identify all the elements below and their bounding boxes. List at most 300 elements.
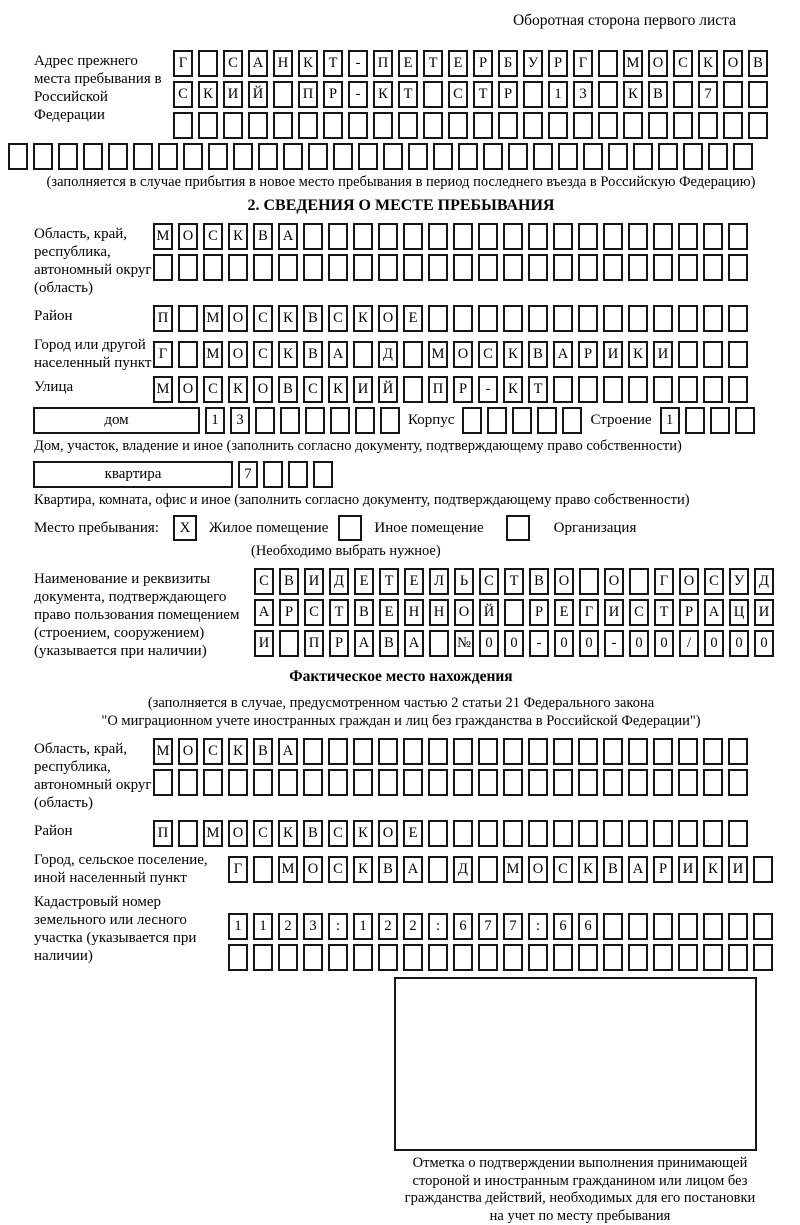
char-cell[interactable] — [383, 143, 403, 170]
char-cell[interactable] — [328, 738, 348, 765]
char-cell[interactable] — [629, 568, 649, 595]
char-cell[interactable] — [183, 143, 203, 170]
char-cell[interactable] — [735, 407, 755, 434]
char-cell[interactable]: О — [228, 820, 248, 847]
char-cell[interactable]: 6 — [578, 913, 598, 940]
char-cell[interactable] — [333, 143, 353, 170]
char-cell[interactable]: В — [278, 376, 298, 403]
char-cell[interactable]: Г — [579, 599, 599, 626]
char-cell[interactable] — [478, 856, 498, 883]
char-cell[interactable] — [403, 341, 423, 368]
char-cell[interactable]: : — [328, 913, 348, 940]
char-cell[interactable] — [453, 769, 473, 796]
char-cell[interactable]: А — [354, 630, 374, 657]
char-cell[interactable]: В — [528, 341, 548, 368]
char-cell[interactable] — [178, 769, 198, 796]
char-cell[interactable] — [253, 254, 273, 281]
char-cell[interactable] — [378, 223, 398, 250]
char-cell[interactable]: С — [173, 81, 193, 108]
char-cell[interactable] — [733, 143, 753, 170]
char-cell[interactable] — [528, 820, 548, 847]
char-cell[interactable]: Т — [654, 599, 674, 626]
char-cell[interactable]: В — [354, 599, 374, 626]
char-cell[interactable]: Е — [448, 50, 468, 77]
char-cell[interactable] — [228, 254, 248, 281]
char-cell[interactable]: К — [298, 50, 318, 77]
char-cell[interactable] — [723, 81, 743, 108]
char-cell[interactable]: 1 — [353, 913, 373, 940]
char-cell[interactable]: 0 — [729, 630, 749, 657]
char-cell[interactable]: О — [253, 376, 273, 403]
char-cell[interactable] — [305, 407, 325, 434]
char-cell[interactable] — [658, 143, 678, 170]
char-cell[interactable] — [628, 944, 648, 971]
char-cell[interactable]: В — [303, 305, 323, 332]
char-cell[interactable]: И — [653, 341, 673, 368]
char-cell[interactable]: Н — [429, 599, 449, 626]
char-cell[interactable] — [328, 223, 348, 250]
char-cell[interactable] — [198, 112, 218, 139]
char-cell[interactable] — [673, 81, 693, 108]
char-cell[interactable] — [403, 738, 423, 765]
char-cell[interactable] — [653, 738, 673, 765]
char-cell[interactable] — [504, 599, 524, 626]
char-cell[interactable]: В — [253, 223, 273, 250]
char-cell[interactable] — [678, 254, 698, 281]
char-cell[interactable]: О — [453, 341, 473, 368]
char-cell[interactable] — [208, 143, 228, 170]
char-cell[interactable] — [703, 376, 723, 403]
char-cell[interactable]: 0 — [754, 630, 774, 657]
char-cell[interactable]: С — [328, 820, 348, 847]
char-cell[interactable] — [503, 738, 523, 765]
char-cell[interactable] — [512, 407, 532, 434]
char-cell[interactable]: 2 — [378, 913, 398, 940]
char-cell[interactable] — [408, 143, 428, 170]
stay-option-other-checkbox[interactable] — [338, 515, 362, 541]
char-cell[interactable] — [703, 944, 723, 971]
char-cell[interactable] — [703, 341, 723, 368]
char-cell[interactable] — [653, 820, 673, 847]
char-cell[interactable] — [598, 50, 618, 77]
char-cell[interactable]: М — [203, 341, 223, 368]
char-cell[interactable] — [278, 769, 298, 796]
char-cell[interactable]: 6 — [553, 913, 573, 940]
char-cell[interactable]: Р — [453, 376, 473, 403]
char-cell[interactable] — [462, 407, 482, 434]
char-cell[interactable] — [703, 738, 723, 765]
char-cell[interactable]: Е — [398, 50, 418, 77]
char-cell[interactable] — [83, 143, 103, 170]
char-cell[interactable]: О — [378, 305, 398, 332]
char-cell[interactable]: О — [228, 305, 248, 332]
char-cell[interactable] — [523, 81, 543, 108]
char-cell[interactable] — [603, 305, 623, 332]
char-cell[interactable]: К — [228, 376, 248, 403]
char-cell[interactable]: О — [604, 568, 624, 595]
char-cell[interactable] — [753, 913, 773, 940]
char-cell[interactable] — [603, 223, 623, 250]
char-cell[interactable] — [678, 820, 698, 847]
char-cell[interactable]: 1 — [548, 81, 568, 108]
char-cell[interactable]: Д — [329, 568, 349, 595]
char-cell[interactable] — [429, 630, 449, 657]
char-cell[interactable]: С — [253, 341, 273, 368]
char-cell[interactable]: Р — [279, 599, 299, 626]
char-cell[interactable]: И — [603, 341, 623, 368]
char-cell[interactable]: - — [348, 81, 368, 108]
char-cell[interactable]: Р — [679, 599, 699, 626]
char-cell[interactable] — [288, 461, 308, 488]
char-cell[interactable] — [528, 305, 548, 332]
char-cell[interactable]: Р — [498, 81, 518, 108]
char-cell[interactable] — [553, 305, 573, 332]
char-cell[interactable]: Т — [379, 568, 399, 595]
char-cell[interactable] — [562, 407, 582, 434]
char-cell[interactable]: И — [353, 376, 373, 403]
char-cell[interactable] — [353, 223, 373, 250]
char-cell[interactable]: К — [198, 81, 218, 108]
char-cell[interactable] — [273, 112, 293, 139]
char-cell[interactable]: М — [503, 856, 523, 883]
char-cell[interactable]: С — [203, 376, 223, 403]
char-cell[interactable] — [508, 143, 528, 170]
char-cell[interactable] — [428, 944, 448, 971]
char-cell[interactable]: И — [304, 568, 324, 595]
char-cell[interactable] — [653, 769, 673, 796]
char-cell[interactable] — [603, 254, 623, 281]
char-cell[interactable]: Е — [403, 305, 423, 332]
char-cell[interactable] — [453, 820, 473, 847]
char-cell[interactable]: А — [628, 856, 648, 883]
char-cell[interactable]: И — [223, 81, 243, 108]
char-cell[interactable] — [653, 944, 673, 971]
char-cell[interactable]: С — [629, 599, 649, 626]
char-cell[interactable] — [528, 223, 548, 250]
char-cell[interactable] — [628, 769, 648, 796]
char-cell[interactable] — [448, 112, 468, 139]
char-cell[interactable] — [353, 738, 373, 765]
char-cell[interactable] — [573, 112, 593, 139]
char-cell[interactable]: И — [678, 856, 698, 883]
char-cell[interactable] — [598, 112, 618, 139]
char-cell[interactable] — [703, 254, 723, 281]
char-cell[interactable] — [503, 305, 523, 332]
char-cell[interactable]: Р — [473, 50, 493, 77]
char-cell[interactable] — [358, 143, 378, 170]
char-cell[interactable]: С — [203, 223, 223, 250]
char-cell[interactable]: В — [648, 81, 668, 108]
char-cell[interactable] — [280, 407, 300, 434]
char-cell[interactable]: М — [428, 341, 448, 368]
char-cell[interactable] — [173, 112, 193, 139]
char-cell[interactable] — [279, 630, 299, 657]
char-cell[interactable] — [328, 769, 348, 796]
char-cell[interactable] — [703, 223, 723, 250]
char-cell[interactable] — [255, 407, 275, 434]
char-cell[interactable]: К — [278, 341, 298, 368]
char-cell[interactable]: Т — [423, 50, 443, 77]
char-cell[interactable] — [178, 254, 198, 281]
char-cell[interactable] — [553, 254, 573, 281]
char-cell[interactable] — [223, 112, 243, 139]
char-cell[interactable]: О — [303, 856, 323, 883]
char-cell[interactable] — [478, 944, 498, 971]
char-cell[interactable]: 0 — [704, 630, 724, 657]
char-cell[interactable] — [579, 568, 599, 595]
char-cell[interactable] — [328, 254, 348, 281]
char-cell[interactable] — [353, 341, 373, 368]
char-cell[interactable] — [528, 769, 548, 796]
char-cell[interactable] — [403, 769, 423, 796]
char-cell[interactable] — [473, 112, 493, 139]
char-cell[interactable] — [728, 738, 748, 765]
char-cell[interactable]: 7 — [503, 913, 523, 940]
char-cell[interactable]: О — [178, 376, 198, 403]
char-cell[interactable]: Е — [404, 568, 424, 595]
char-cell[interactable]: Р — [329, 630, 349, 657]
char-cell[interactable] — [298, 112, 318, 139]
char-cell[interactable]: К — [228, 223, 248, 250]
char-cell[interactable] — [578, 820, 598, 847]
char-cell[interactable] — [178, 341, 198, 368]
char-cell[interactable] — [203, 769, 223, 796]
char-cell[interactable] — [603, 376, 623, 403]
char-cell[interactable] — [603, 820, 623, 847]
char-cell[interactable] — [685, 407, 705, 434]
char-cell[interactable] — [483, 143, 503, 170]
char-cell[interactable] — [478, 820, 498, 847]
char-cell[interactable]: С — [254, 568, 274, 595]
char-cell[interactable] — [453, 944, 473, 971]
char-cell[interactable] — [548, 112, 568, 139]
char-cell[interactable]: Ц — [729, 599, 749, 626]
char-cell[interactable]: В — [603, 856, 623, 883]
char-cell[interactable] — [703, 913, 723, 940]
char-cell[interactable]: О — [178, 738, 198, 765]
char-cell[interactable] — [330, 407, 350, 434]
char-cell[interactable] — [303, 738, 323, 765]
char-cell[interactable] — [728, 944, 748, 971]
char-cell[interactable] — [603, 769, 623, 796]
char-cell[interactable]: 0 — [504, 630, 524, 657]
char-cell[interactable] — [253, 769, 273, 796]
char-cell[interactable] — [373, 112, 393, 139]
char-cell[interactable] — [403, 944, 423, 971]
char-cell[interactable]: П — [153, 820, 173, 847]
char-cell[interactable] — [58, 143, 78, 170]
char-cell[interactable]: Т — [329, 599, 349, 626]
char-cell[interactable]: Т — [323, 50, 343, 77]
char-cell[interactable]: К — [353, 305, 373, 332]
char-cell[interactable]: И — [728, 856, 748, 883]
char-cell[interactable] — [348, 112, 368, 139]
char-cell[interactable] — [628, 820, 648, 847]
char-cell[interactable] — [653, 913, 673, 940]
char-cell[interactable] — [678, 769, 698, 796]
char-cell[interactable]: - — [529, 630, 549, 657]
char-cell[interactable] — [708, 143, 728, 170]
char-cell[interactable] — [703, 305, 723, 332]
char-cell[interactable] — [248, 112, 268, 139]
char-cell[interactable]: К — [628, 341, 648, 368]
char-cell[interactable]: О — [648, 50, 668, 77]
char-cell[interactable] — [498, 112, 518, 139]
char-cell[interactable] — [353, 944, 373, 971]
char-cell[interactable]: 0 — [479, 630, 499, 657]
char-cell[interactable]: И — [604, 599, 624, 626]
char-cell[interactable] — [428, 820, 448, 847]
char-cell[interactable] — [328, 944, 348, 971]
char-cell[interactable]: С — [203, 738, 223, 765]
char-cell[interactable]: 1 — [228, 913, 248, 940]
char-cell[interactable] — [423, 112, 443, 139]
char-cell[interactable]: Д — [453, 856, 473, 883]
char-cell[interactable] — [263, 461, 283, 488]
char-cell[interactable]: М — [623, 50, 643, 77]
char-cell[interactable] — [308, 143, 328, 170]
char-cell[interactable] — [378, 254, 398, 281]
char-cell[interactable] — [678, 944, 698, 971]
char-cell[interactable]: Р — [653, 856, 673, 883]
char-cell[interactable]: К — [503, 376, 523, 403]
char-cell[interactable] — [603, 738, 623, 765]
char-cell[interactable] — [503, 254, 523, 281]
char-cell[interactable]: М — [153, 376, 173, 403]
char-cell[interactable] — [653, 305, 673, 332]
char-cell[interactable] — [283, 143, 303, 170]
stay-option-organization-checkbox[interactable] — [506, 515, 530, 541]
char-cell[interactable]: Г — [228, 856, 248, 883]
char-cell[interactable] — [528, 738, 548, 765]
char-cell[interactable]: М — [203, 820, 223, 847]
char-cell[interactable] — [108, 143, 128, 170]
char-cell[interactable]: С — [479, 568, 499, 595]
char-cell[interactable]: 0 — [554, 630, 574, 657]
char-cell[interactable] — [423, 81, 443, 108]
char-cell[interactable]: 0 — [654, 630, 674, 657]
char-cell[interactable]: А — [553, 341, 573, 368]
char-cell[interactable] — [678, 738, 698, 765]
char-cell[interactable]: Р — [548, 50, 568, 77]
char-cell[interactable] — [710, 407, 730, 434]
char-cell[interactable] — [380, 407, 400, 434]
char-cell[interactable]: О — [178, 223, 198, 250]
char-cell[interactable] — [398, 112, 418, 139]
char-cell[interactable] — [678, 913, 698, 940]
char-cell[interactable] — [303, 769, 323, 796]
char-cell[interactable] — [313, 461, 333, 488]
char-cell[interactable]: П — [298, 81, 318, 108]
char-cell[interactable] — [303, 254, 323, 281]
char-cell[interactable]: / — [679, 630, 699, 657]
char-cell[interactable]: К — [278, 820, 298, 847]
char-cell[interactable]: П — [428, 376, 448, 403]
char-cell[interactable] — [728, 769, 748, 796]
char-cell[interactable] — [678, 305, 698, 332]
char-cell[interactable] — [355, 407, 375, 434]
char-cell[interactable] — [198, 50, 218, 77]
char-cell[interactable]: Й — [248, 81, 268, 108]
char-cell[interactable]: А — [278, 738, 298, 765]
char-cell[interactable] — [603, 944, 623, 971]
char-cell[interactable]: 1 — [660, 407, 680, 434]
char-cell[interactable] — [728, 376, 748, 403]
char-cell[interactable]: : — [528, 913, 548, 940]
char-cell[interactable] — [603, 913, 623, 940]
char-cell[interactable] — [258, 143, 278, 170]
char-cell[interactable] — [648, 112, 668, 139]
char-cell[interactable] — [487, 407, 507, 434]
char-cell[interactable]: В — [253, 738, 273, 765]
char-cell[interactable]: П — [373, 50, 393, 77]
char-cell[interactable]: У — [523, 50, 543, 77]
char-cell[interactable]: В — [379, 630, 399, 657]
char-cell[interactable]: У — [729, 568, 749, 595]
char-cell[interactable] — [453, 305, 473, 332]
char-cell[interactable]: 2 — [278, 913, 298, 940]
char-cell[interactable] — [278, 944, 298, 971]
char-cell[interactable]: О — [528, 856, 548, 883]
char-cell[interactable]: Л — [429, 568, 449, 595]
char-cell[interactable] — [278, 254, 298, 281]
char-cell[interactable]: Б — [498, 50, 518, 77]
char-cell[interactable] — [178, 305, 198, 332]
char-cell[interactable] — [253, 944, 273, 971]
char-cell[interactable] — [8, 143, 28, 170]
char-cell[interactable] — [458, 143, 478, 170]
char-cell[interactable]: В — [378, 856, 398, 883]
char-cell[interactable]: Н — [404, 599, 424, 626]
char-cell[interactable]: К — [328, 376, 348, 403]
char-cell[interactable] — [578, 738, 598, 765]
char-cell[interactable]: М — [153, 738, 173, 765]
char-cell[interactable]: А — [704, 599, 724, 626]
char-cell[interactable]: 3 — [303, 913, 323, 940]
char-cell[interactable] — [133, 143, 153, 170]
char-cell[interactable] — [628, 913, 648, 940]
char-cell[interactable]: С — [328, 305, 348, 332]
char-cell[interactable]: О — [228, 341, 248, 368]
char-cell[interactable] — [578, 305, 598, 332]
char-cell[interactable] — [748, 112, 768, 139]
char-cell[interactable] — [528, 254, 548, 281]
char-cell[interactable] — [428, 856, 448, 883]
char-cell[interactable] — [653, 254, 673, 281]
char-cell[interactable] — [728, 913, 748, 940]
char-cell[interactable]: К — [703, 856, 723, 883]
char-cell[interactable] — [578, 223, 598, 250]
char-cell[interactable] — [553, 944, 573, 971]
char-cell[interactable] — [503, 820, 523, 847]
char-cell[interactable]: 0 — [579, 630, 599, 657]
char-cell[interactable] — [628, 223, 648, 250]
char-cell[interactable] — [503, 769, 523, 796]
char-cell[interactable]: О — [554, 568, 574, 595]
char-cell[interactable]: К — [578, 856, 598, 883]
char-cell[interactable]: Й — [479, 599, 499, 626]
char-cell[interactable]: К — [353, 820, 373, 847]
char-cell[interactable] — [478, 305, 498, 332]
char-cell[interactable]: В — [303, 341, 323, 368]
char-cell[interactable]: 6 — [453, 913, 473, 940]
char-cell[interactable] — [528, 944, 548, 971]
char-cell[interactable]: Е — [554, 599, 574, 626]
char-cell[interactable] — [303, 944, 323, 971]
char-cell[interactable]: А — [404, 630, 424, 657]
char-cell[interactable] — [478, 254, 498, 281]
char-cell[interactable]: С — [304, 599, 324, 626]
